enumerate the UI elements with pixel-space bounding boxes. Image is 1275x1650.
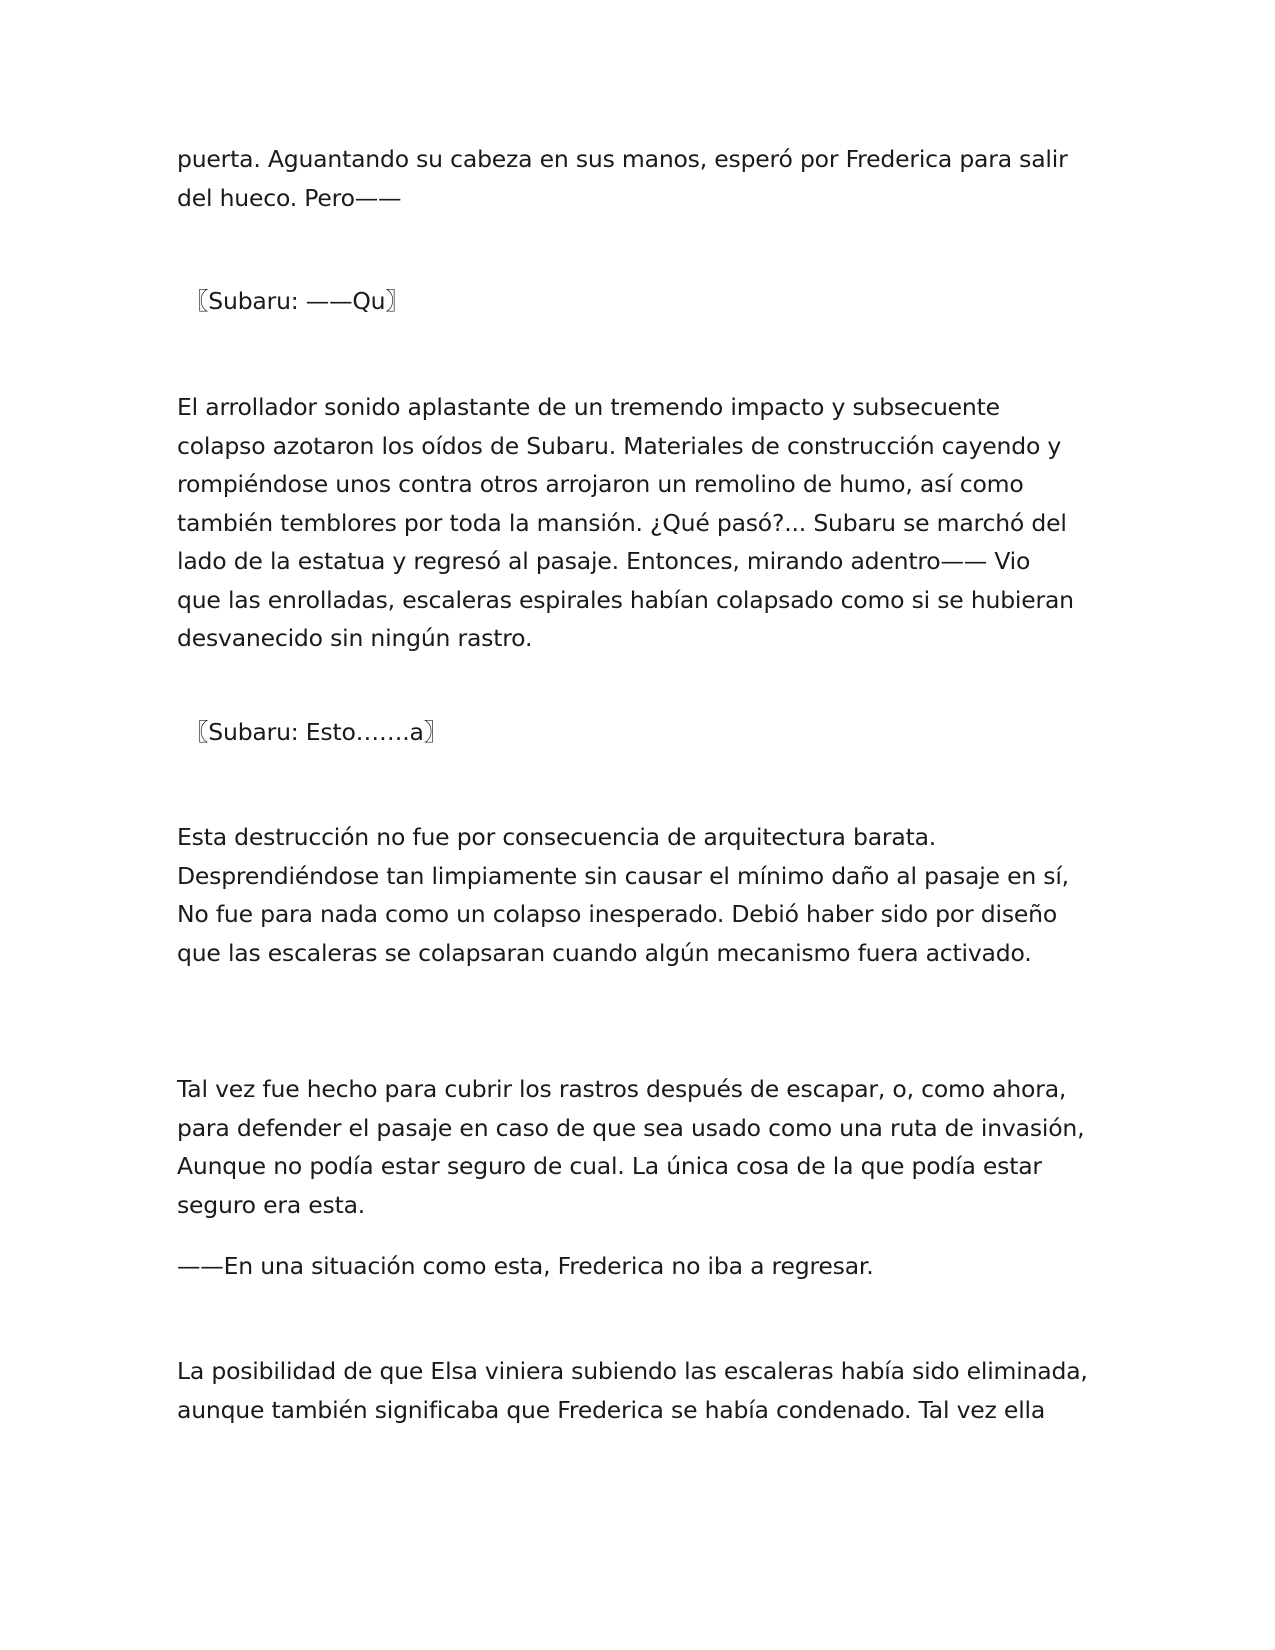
text-line: Esta destrucción no fue por consecuencia de arquitectura barata. (177, 823, 937, 851)
text-line: puerta. Aguantando su cabeza en sus manos, esperó por Frederica para salir (177, 145, 1068, 173)
text-line: El arrollador sonido aplastante de un tremendo impacto y subsecuente (177, 393, 1000, 421)
paragraph-5 (177, 1247, 1117, 1286)
paragraph-1 (177, 140, 1117, 217)
paragraph-6 (177, 1352, 1117, 1429)
paragraph-3 (177, 818, 1117, 972)
text-line: ——En una situación como esta, Frederica no iba a regresar. (177, 1252, 874, 1280)
text-line: que las enrolladas, escaleras espirales habían colapsado como si se hubieran (177, 585, 1074, 614)
text-line: que las escaleras se colapsaran cuando algún mecanismo fuera activado. (177, 938, 1032, 967)
paragraph-4 (177, 1070, 1117, 1224)
dialogue-2 (185, 713, 1125, 752)
text-line: No fue para nada como un colapso inesperado. Debió haber sido por diseño (177, 900, 1058, 928)
dialogue-line: 〖Subaru: Esto…….a〗 (185, 718, 448, 746)
text-line: colapso azotaron los oídos de Subaru. Materiales de construcción cayendo y (177, 431, 1062, 460)
text-line: del hueco. Pero—— (177, 183, 402, 212)
text-line: rompiéndose unos contra otros arrojaron un remolino de humo, así como (177, 470, 1024, 498)
paragraph-2 (177, 388, 1117, 658)
dialogue-line: 〖Subaru: ——Qu〗 (185, 287, 409, 315)
text-line: desvanecido sin ningún rastro. (177, 624, 533, 652)
text-line: aunque también significaba que Frederica se había condenado. Tal vez ella (177, 1395, 1046, 1424)
text-line: Tal vez fue hecho para cubrir los rastros después de escapar, o, como ahora, (177, 1075, 1067, 1103)
text-line: La posibilidad de que Elsa viniera subiendo las escaleras había sido eliminada, (177, 1357, 1088, 1385)
text-line: Aunque no podía estar seguro de cual. La única cosa de la que podía estar (177, 1152, 1042, 1180)
text-line: seguro era esta. (177, 1190, 366, 1219)
text-line: lado de la estatua y regresó al pasaje. Entonces, mirando adentro—— Vio (177, 547, 1031, 575)
text-line: para defender el pasaje en caso de que sea usado como una ruta de invasión, (177, 1113, 1085, 1142)
dialogue-1 (185, 282, 1125, 321)
text-line: Desprendiéndose tan limpiamente sin causar el mínimo daño al pasaje en sí, (177, 861, 1069, 890)
text-line: también temblores por toda la mansión. ¿Qué pasó?... Subaru se marchó del (177, 508, 1067, 537)
